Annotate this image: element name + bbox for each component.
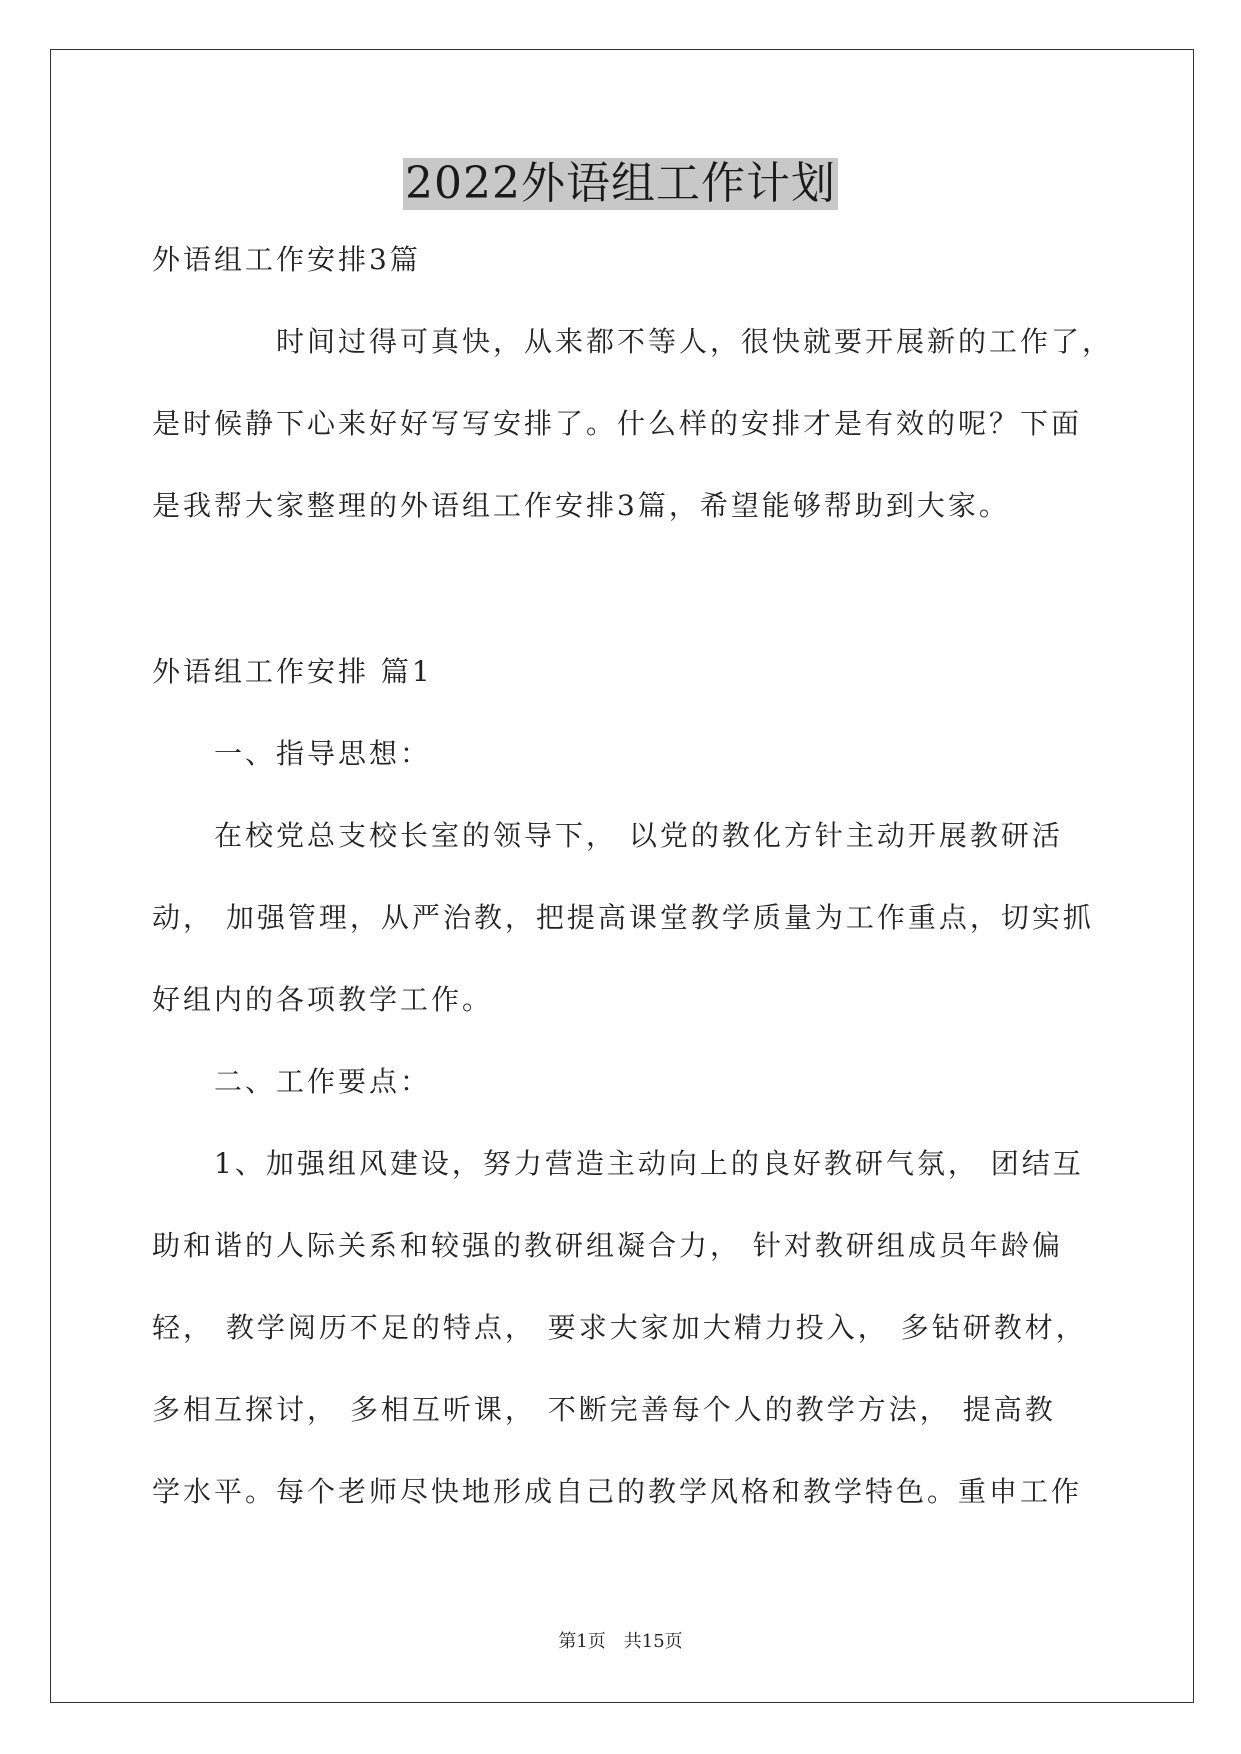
paragraph-line: 在校党总支校长室的领导下， 以党的教化方针主动开展教研活 bbox=[214, 819, 1063, 852]
paragraph-line: 是时候静下心来好好写写安排了。什么样的安排才是有效的呢？下面 bbox=[152, 407, 1083, 440]
section-heading: 外语组工作安排 篇1 bbox=[152, 655, 433, 688]
page-number: 第1页 共15页 bbox=[558, 1631, 683, 1652]
paragraph-line: 轻， 教学阅历不足的特点， 要求大家加大精力投入， 多钻研教材， bbox=[152, 1311, 1087, 1344]
title-container bbox=[0, 158, 1241, 210]
paragraph-line: 是我帮大家整理的外语组工作安排3篇，希望能够帮助到大家。 bbox=[152, 489, 1010, 522]
document-body bbox=[152, 232, 1114, 1546]
spacer bbox=[152, 560, 1092, 644]
paragraph-line: 学水平。每个老师尽快地形成自己的教学风格和教学特色。重申工作 bbox=[152, 1475, 1083, 1508]
paragraph-line: 时间过得可真快，从来都不等人，很快就要开展新的工作了， bbox=[276, 325, 1114, 358]
document-title: 2022外语组工作计划 bbox=[405, 158, 836, 209]
section-heading: 一、指导思想： bbox=[214, 737, 432, 770]
paragraph-line: 多相互探讨， 多相互听课， 不断完善每个人的教学方法， 提高教 bbox=[152, 1393, 1056, 1426]
page-footer bbox=[0, 1630, 1241, 1654]
subtitle-line: 外语组工作安排3篇 bbox=[152, 243, 421, 276]
paragraph-line: 好组内的各项教学工作。 bbox=[152, 983, 494, 1016]
paragraph-line: 助和谐的人际关系和较强的教研组凝合力， 针对教研组成员年龄偏 bbox=[152, 1229, 1063, 1262]
paragraph-line: 1、加强组风建设，努力营造主动向上的良好教研气氛， 团结互 bbox=[214, 1147, 1084, 1180]
section-heading: 二、工作要点： bbox=[214, 1065, 432, 1098]
paragraph-line: 动， 加强管理，从严治教，把提高课堂教学质量为工作重点，切实抓 bbox=[152, 901, 1094, 934]
